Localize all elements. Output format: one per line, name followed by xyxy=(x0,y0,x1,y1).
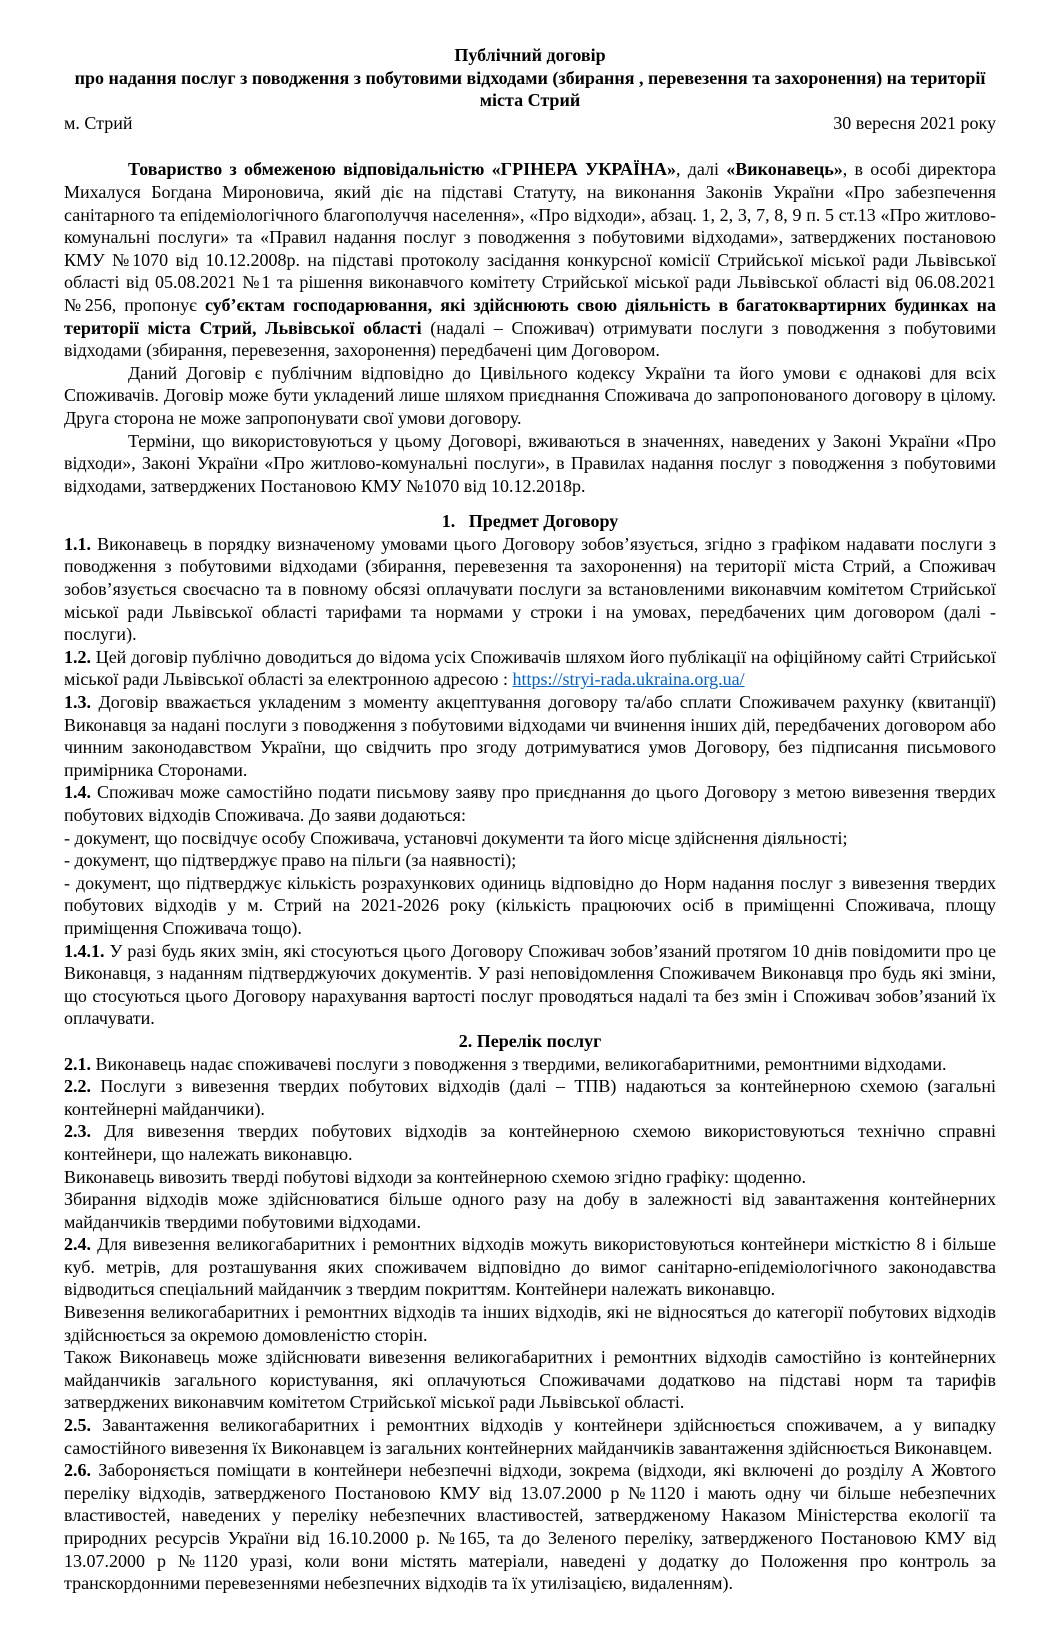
text-run: Виконавець в порядку визначеному умовами цього Договору зобов’язується, згідно з графіком надавати послуги з поводження з побутовими відходами (збирання, перевезення та захоронення) на території міста Стрий, а Споживач зобов’язується своєчасно та в повному обсязі оплачувати послуги за встановленими виконавчим комітетом Стрийської міської ради Львівської області тарифами та нормами у строки і на умовах, передбачених цим договором (далі - послуги). xyxy=(64,533,996,645)
text-run: Вивезення великогабаритних і ремонтних відходів та інших відходів, які не відносяться до категорії побутових відходів здійснюється за окремою домовленістю сторін. xyxy=(64,1302,996,1345)
text-run: Збирання відходів може здійснюватися більше одного разу на добу в залежності від завантаження контейнерних майданчиків твердими побутовими відходами. xyxy=(64,1189,996,1232)
text-run: «Виконавець» xyxy=(726,159,843,180)
document-title-line-3: міста Стрий xyxy=(479,90,581,111)
paragraph xyxy=(64,430,996,498)
paragraph xyxy=(64,158,996,361)
text-run: - документ, що підтверджує право на пільги (за наявності); xyxy=(64,850,517,871)
text-run: 2.6. xyxy=(64,1460,91,1481)
paragraph xyxy=(64,1459,996,1595)
paragraph xyxy=(64,1075,996,1120)
text-run: Для вивезення великогабаритних і ремонтних відходів можуть використовуються контейнери місткістю 8 і більше куб. метрів, для розташування яких споживачем відповідно до вимог санітарно-епідеміологічного законодавства відводиться спеціальний майданчик з твердим покриттям. Контейнери належать виконавцю. xyxy=(64,1234,996,1300)
text-run: суб’єктам господарювання, які здійснюють свою діяльність в багатоквартирних будинках на території міста Стрий, Львівської області xyxy=(64,294,996,338)
paragraph xyxy=(64,691,996,781)
paragraph xyxy=(64,872,996,940)
place-date-row xyxy=(64,112,996,135)
paragraph xyxy=(64,1166,996,1189)
text-run: 1.4.1. xyxy=(64,940,105,961)
paragraph xyxy=(64,827,996,850)
document-date: 30 вересня 2021 року xyxy=(833,112,996,133)
text-run: - документ, що підтверджує кількість розрахункових одиниць відповідно до Норм надання послуг з вивезення твердих побутових відходів у м. Стрий на 2021-2026 року (кількість працюючих осіб в приміщенні Споживача, площу приміщення Споживача тощо). xyxy=(64,872,996,938)
text-run: Договір вважається укладеним з моменту акцептування договору та/або сплати Споживачем рахунку (квитанції) Виконавця за надані послуги з поводження з побутовими відходами чи вчинення інших дій, передбачених договором або чинним законодавством України, що свідчить про згоду дотримуватися умов Договору, без підписання письмового примірника Сторонами. xyxy=(64,692,996,780)
text-run: 2.1. xyxy=(64,1053,91,1074)
document-place: м. Стрий xyxy=(64,112,133,133)
document-body xyxy=(64,158,996,1594)
paragraph xyxy=(64,1120,996,1165)
paragraph xyxy=(64,362,996,430)
text-run: Терміни, що використовуються у цьому Договорі, вживаються в значеннях, наведених у Законі України «Про відходи», Законі України «Про житлово-комунальні послуги», в Правилах надання послуг з поводження з побутовими відходами, затверджених Постановою КМУ №1070 від 10.12.2018р. xyxy=(64,430,996,496)
text-run: Послуги з вивезення твердих побутових відходів (далі – ТПВ) надаються за контейнерною схемою (загальні контейнерні майданчики). xyxy=(64,1076,996,1119)
section-heading-2 xyxy=(64,1030,996,1053)
text-run: Для вивезення твердих побутових відходів за контейнерною схемою використовуються технічно справні контейнери, що належать виконавцю. xyxy=(64,1121,996,1164)
document-title-line-1: Публічний договір xyxy=(454,45,606,65)
paragraph xyxy=(64,533,996,646)
paragraph xyxy=(64,849,996,872)
text-run: 2.4. xyxy=(64,1234,91,1255)
paragraph xyxy=(64,646,996,691)
text-run: Виконавець вивозить тверді побутові відходи за контейнерною схемою згідно графіку: щоденно. xyxy=(64,1166,807,1187)
text-run: 1.2. xyxy=(64,646,91,667)
text-run: 1.1. xyxy=(64,533,91,554)
text-run: Завантаження великогабаритних і ремонтних відходів у контейнери здійснюється споживачем, а у випадку самостійного вивезення їх Виконавцем із загальних контейнерних майданчиків завантаження здійснюється Виконавцем. xyxy=(64,1415,996,1458)
text-run: - документ, що посвідчує особу Споживача, установчі документи та його місце здійснення діяльності; xyxy=(64,827,848,848)
document-title-line-2: про надання послуг з поводження з побутовими відходами (збирання , перевезення та захоронення) на території xyxy=(74,67,986,88)
document-title xyxy=(64,44,996,112)
text-run: 1. Предмет Договору xyxy=(441,511,619,532)
text-run: 1.3. xyxy=(64,692,91,713)
text-run: У разі будь яких змін, які стосуються цього Договору Споживач зобов’язаний протягом 10 днів повідомити про це Виконавця, з наданням підтверджуючих документів. У разі неповідомлення Споживачем Виконавця про будь які зміни, що стосуються цього Договору нарахування вартості послуг проводяться надалі та без змін і Споживач зобов’язаний їх оплачувати. xyxy=(64,940,996,1029)
text-run: Також Виконавець може здійснювати вивезення великогабаритних і ремонтних відходів самостійно із контейнерних майданчиків загального користування, які оплачуються Споживачами додатково на підставі норм та тарифів затверджених виконавчим комітетом Стрийської міської ради Львівської області. xyxy=(64,1347,996,1413)
paragraph xyxy=(64,1414,996,1459)
section-heading-1 xyxy=(64,510,996,533)
text-run: (надалі – Споживач) отримувати послуги з поводження з побутовими відходами (збирання, перевезення, захоронення) передбачені цим Договором. xyxy=(64,317,997,361)
text-run: , далі xyxy=(675,159,727,180)
text-run: Забороняється поміщати в контейнери небезпечні відходи, зокрема (відходи, які включені до розділу А Жовтого переліку відходів, затвердженого Постановою КМУ від 13.07.2000 р №1120 і мають одну чи більше небезпечних властивостей, наведених у переліку небезпечних властивостей, затвердженому Наказом Міністерства екології та природних ресурсів України від 16.10.2000 р. №165, та до Зеленого переліку, затвердженого Постановою КМУ від 13.07.2000 р №1120 уразі, коли вони містять матеріали, наведені у додатку до Положення про контроль за транскордонними перевезеннями небезпечних відходів та їх утилізацією, видаленням). xyxy=(64,1460,996,1594)
paragraph xyxy=(64,1346,996,1414)
paragraph xyxy=(64,1233,996,1301)
paragraph xyxy=(64,1053,996,1076)
text-run: Даний Договір є публічним відповідно до Цивільного кодексу України та його умови є однакові для всіх Споживачів. Договір може бути укладений лише шляхом приєднання Споживача до запропонованого договору в цілому. Друга сторона не може запропонувати свої умови договору. xyxy=(64,362,996,428)
text-run: 1.4. xyxy=(64,782,91,803)
text-run: Товариство з обмеженою відповідальністю «ГРІНЕРА УКРАЇНА» xyxy=(128,159,676,180)
paragraph xyxy=(64,1188,996,1233)
text-run: , в особі директора Михалуся Богдана Мироновича, який діє на підставі Статуту, на виконання Законів України «Про забезпечення санітарного та епідеміологічного благополуччя населення», «Про відходи», абзац. 1, 2, 3, 7, 8, 9 п. 5 ст.13 «Про житлово-комунальні послуги» та «Правил надання послуг з поводження з побутовими відходами», затверджених постановою КМУ №1070 від 10.12.2008р. на підставі протоколу засідання конкурсної комісії Стрийської міської ради Львівської області від 05.08.2021 №1 та рішення виконавчого комітету Стрийської міської ради Львівської області від 06.08.2021 №256, пропонує xyxy=(64,159,996,315)
stryi-rada-link[interactable]: https://stryi-rada.ukraina.org.ua/ xyxy=(512,669,745,690)
text-run: 2.2. xyxy=(64,1076,91,1097)
paragraph xyxy=(64,781,996,826)
text-run: 2.5. xyxy=(64,1415,91,1436)
text-run: 2.3. xyxy=(64,1121,91,1142)
text-run: Цей договір публічно доводиться до відома усіх Споживачів шляхом його публікації на офіційному сайті Стрийської міської ради Львівської області за електронною адресою : xyxy=(64,646,996,690)
paragraph xyxy=(64,940,996,1030)
text-run: Виконавець надає споживачеві послуги з поводження з твердими, великогабаритними, ремонтними відходами. xyxy=(91,1053,947,1074)
paragraph xyxy=(64,1301,996,1346)
text-run: 2. Перелік послуг xyxy=(458,1030,602,1051)
text-run: Споживач може самостійно подати письмову заяву про приєднання до цього Договору з метою вивезення твердих побутових відходів Споживача. До заяви додаються: xyxy=(64,782,996,825)
